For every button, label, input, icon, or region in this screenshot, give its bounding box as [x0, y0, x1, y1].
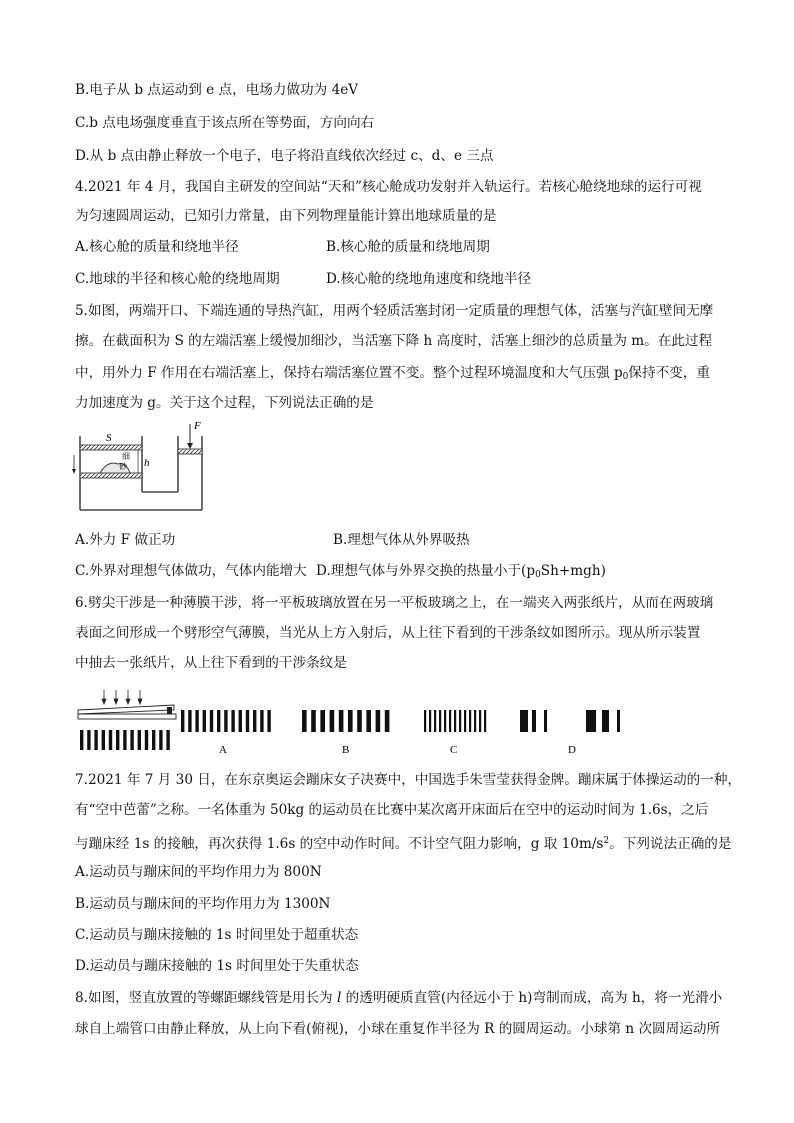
fringe-line: [617, 710, 620, 732]
right-piston: [178, 449, 202, 454]
fringe-line: [424, 710, 426, 732]
fringe-line: [520, 710, 528, 732]
fringe-line: [166, 730, 169, 750]
fringe-line: [339, 710, 344, 732]
fringe-line: [444, 710, 446, 732]
q3-option-d: D.从 b 点由静止释放一个电子，电子将沿直线依次经过 c、d、e 三点: [75, 148, 494, 164]
fringe-line: [87, 730, 90, 750]
force-label: F: [194, 420, 201, 432]
fringe-line: [145, 730, 148, 750]
fringe-line: [602, 710, 609, 732]
q4-stem-line-1: 4.2021 年 4 月，我国自主研发的空间站“天和”核心舱成功发射并入轨运行。若核心舱绕地球的运行可视: [75, 179, 702, 195]
q6-interference-figure: [74, 686, 664, 758]
paper-shim: [167, 707, 172, 714]
q7-stem-line-3: 与蹦床经 1s 的接触，再次获得 1.6s 的空中动作时间。不计空气阻力影响，g 取 $10m/s^2$。下列说法正确的是: [75, 836, 732, 852]
fringe-line: [439, 710, 441, 732]
fringe-line: [357, 710, 362, 732]
fringe-line: [224, 710, 227, 732]
fringe-line: [94, 730, 97, 750]
q6-label-b: B: [342, 744, 350, 756]
q4-option-d: D.核心舱的绕地角速度和绕地半径: [326, 271, 532, 287]
fringe-line: [130, 730, 133, 750]
fringe-line: [231, 710, 234, 732]
fringe-line: [246, 710, 249, 732]
q8-stem-line-2: 球自上端管口由静止释放，从上向下看(俯视)，小球在重复作半径为 R 的圆周运动。小球第 n 次圆周运动所: [75, 1021, 721, 1037]
q5-option-c: C.外界对理想气体做功，气体内能增大: [75, 563, 307, 579]
q5-option-b: B.理想气体从外界吸热: [333, 532, 470, 548]
fringe-line: [479, 710, 481, 732]
sand-label-2: 砂: [119, 462, 127, 471]
q4-option-c: C.地球的半径和核心舱的绕地周期: [75, 271, 280, 287]
fringe-line: [302, 710, 307, 732]
q5-stem-line-2: 擦。在截面积为 S 的左端活塞上缓慢加细沙，当活塞下降 h 高度时，活塞上细沙的总质量为 m。在此过程: [75, 333, 713, 349]
fringe-line: [152, 730, 155, 750]
q5-option-a: A.外力 F 做正功: [75, 532, 176, 548]
fringe-line: [267, 710, 270, 732]
q5-option-d: D.理想气体与外界交换的热量小于$(p_0Sh+mgh)$: [316, 563, 606, 580]
q3-option-b: B.电子从 b 点运动到 e 点，电场力做功为 4eV: [75, 82, 359, 98]
left-piston-lowered: [80, 473, 142, 478]
bottom-glass-plate: [78, 714, 176, 719]
light-arrows: [102, 690, 142, 704]
fringe-line: [366, 710, 371, 732]
fringe-line: [320, 710, 325, 732]
fringe-line: [348, 710, 353, 732]
q3-option-c: C.b 点电场强度垂直于该点所在等势面，方向向右: [75, 115, 375, 131]
fringe-line: [454, 710, 456, 732]
q5-stem-line-4: 力加速度为 g。关于这个过程，下列说法正确的是: [75, 395, 374, 411]
q6-stem-line-3: 中抽去一张纸片，从上往下看到的干涉条纹是: [75, 655, 347, 671]
fringe-line: [239, 710, 242, 732]
q6-label-d: D: [568, 744, 576, 756]
fringe-line: [330, 710, 335, 732]
q4-option-b: B.核心舱的质量和绕地周期: [326, 239, 490, 255]
q5-cylinder-figure: [70, 418, 210, 526]
fringe-line: [260, 710, 263, 732]
fringe-line: [138, 730, 141, 750]
q8-stem-line-1: 8.如图，竖直放置的等螺距螺线管是用长为 l 的透明硬质直管(内径远小于 h)弯制而成，高为 h，将一光滑小: [75, 990, 723, 1006]
area-label: S: [106, 432, 112, 444]
q7-stem-line-2: 有“空中芭蕾”之称。一名体重为 50kg 的运动员在比赛中某次离开床面后在空中的运动时间为 1.6s，之后: [75, 802, 709, 818]
q7-option-a: A.运动员与蹦床间的平均作用力为 800N: [75, 864, 322, 880]
q5-stem-line-1: 5.如图，两端开口、下端连通的导热汽缸，用两个轻质活塞封闭一定质量的理想气体，活塞与汽缸壁间无摩: [75, 303, 714, 319]
original-fringes: [80, 730, 170, 750]
fringe-line: [544, 710, 547, 732]
q6-stem-line-1: 6.劈尖干涉是一种薄膜干涉，将一平板玻璃放置在另一平板玻璃之上，在一端夹入两张纸片，从而在两玻璃: [75, 595, 714, 611]
fringe-line: [434, 710, 436, 732]
fringe-line: [449, 710, 451, 732]
q6-label-c: C: [450, 744, 458, 756]
fringe-line: [181, 710, 184, 732]
fringe-line: [469, 710, 471, 732]
fringes-d: [520, 710, 620, 732]
h-label: h: [144, 457, 150, 469]
fringes-c: [424, 710, 486, 732]
fringe-line: [159, 730, 162, 750]
fringe-line: [311, 710, 316, 732]
fringe-line: [532, 710, 536, 732]
fringe-line: [385, 710, 390, 732]
fringes-b: [302, 710, 389, 732]
q5-stem-line-3: 中，用外力 F 作用在右端活塞上，保持右端活塞位置不变。整个过程环境温度和大气压强 $p_0$保持不变，重: [75, 365, 710, 382]
fringe-line: [253, 710, 256, 732]
q7-option-b: B.运动员与蹦床间的平均作用力为 1300N: [75, 896, 331, 912]
fringe-line: [109, 730, 112, 750]
fringe-line: [102, 730, 105, 750]
fringe-line: [429, 710, 431, 732]
fringe-line: [586, 710, 596, 732]
fringe-line: [203, 710, 206, 732]
q7-option-c: C.运动员与蹦床接触的 1s 时间里处于超重状态: [75, 927, 359, 943]
fringe-line: [464, 710, 466, 732]
fringe-line: [195, 710, 198, 732]
fringe-line: [474, 710, 476, 732]
left-piston-top: [80, 445, 142, 450]
q7-stem-line-1: 7.2021 年 7 月 30 日，在东京奥运会蹦床女子决赛中，中国选手朱雪莹获得金牌。蹦床属于体操运动的一种，: [75, 772, 742, 788]
fringe-line: [80, 730, 83, 750]
q6-stem-line-2: 表面之间形成一个劈形空气薄膜，当光从上方入射后，从上往下看到的干涉条纹如图所示。现从所示装置: [75, 625, 701, 641]
fringe-line: [484, 710, 486, 732]
fringe-line: [217, 710, 220, 732]
fringe-line: [123, 730, 126, 750]
fringes-a: [181, 710, 271, 732]
fringe-line: [376, 710, 381, 732]
fringe-line: [210, 710, 213, 732]
q6-label-a: A: [219, 744, 227, 756]
q4-stem-line-2: 为匀速圆周运动，已知引力常量，由下列物理量能计算出地球质量的是: [75, 208, 497, 224]
top-glass-plate: [78, 705, 174, 714]
fringe-line: [188, 710, 191, 732]
q7-option-d: D.运动员与蹦床接触的 1s 时间里处于失重状态: [75, 958, 359, 974]
fringe-line: [459, 710, 461, 732]
sand-label-1: 细: [122, 452, 130, 461]
fringe-line: [116, 730, 119, 750]
q4-option-a: A.核心舱的质量和绕地半径: [75, 239, 239, 255]
